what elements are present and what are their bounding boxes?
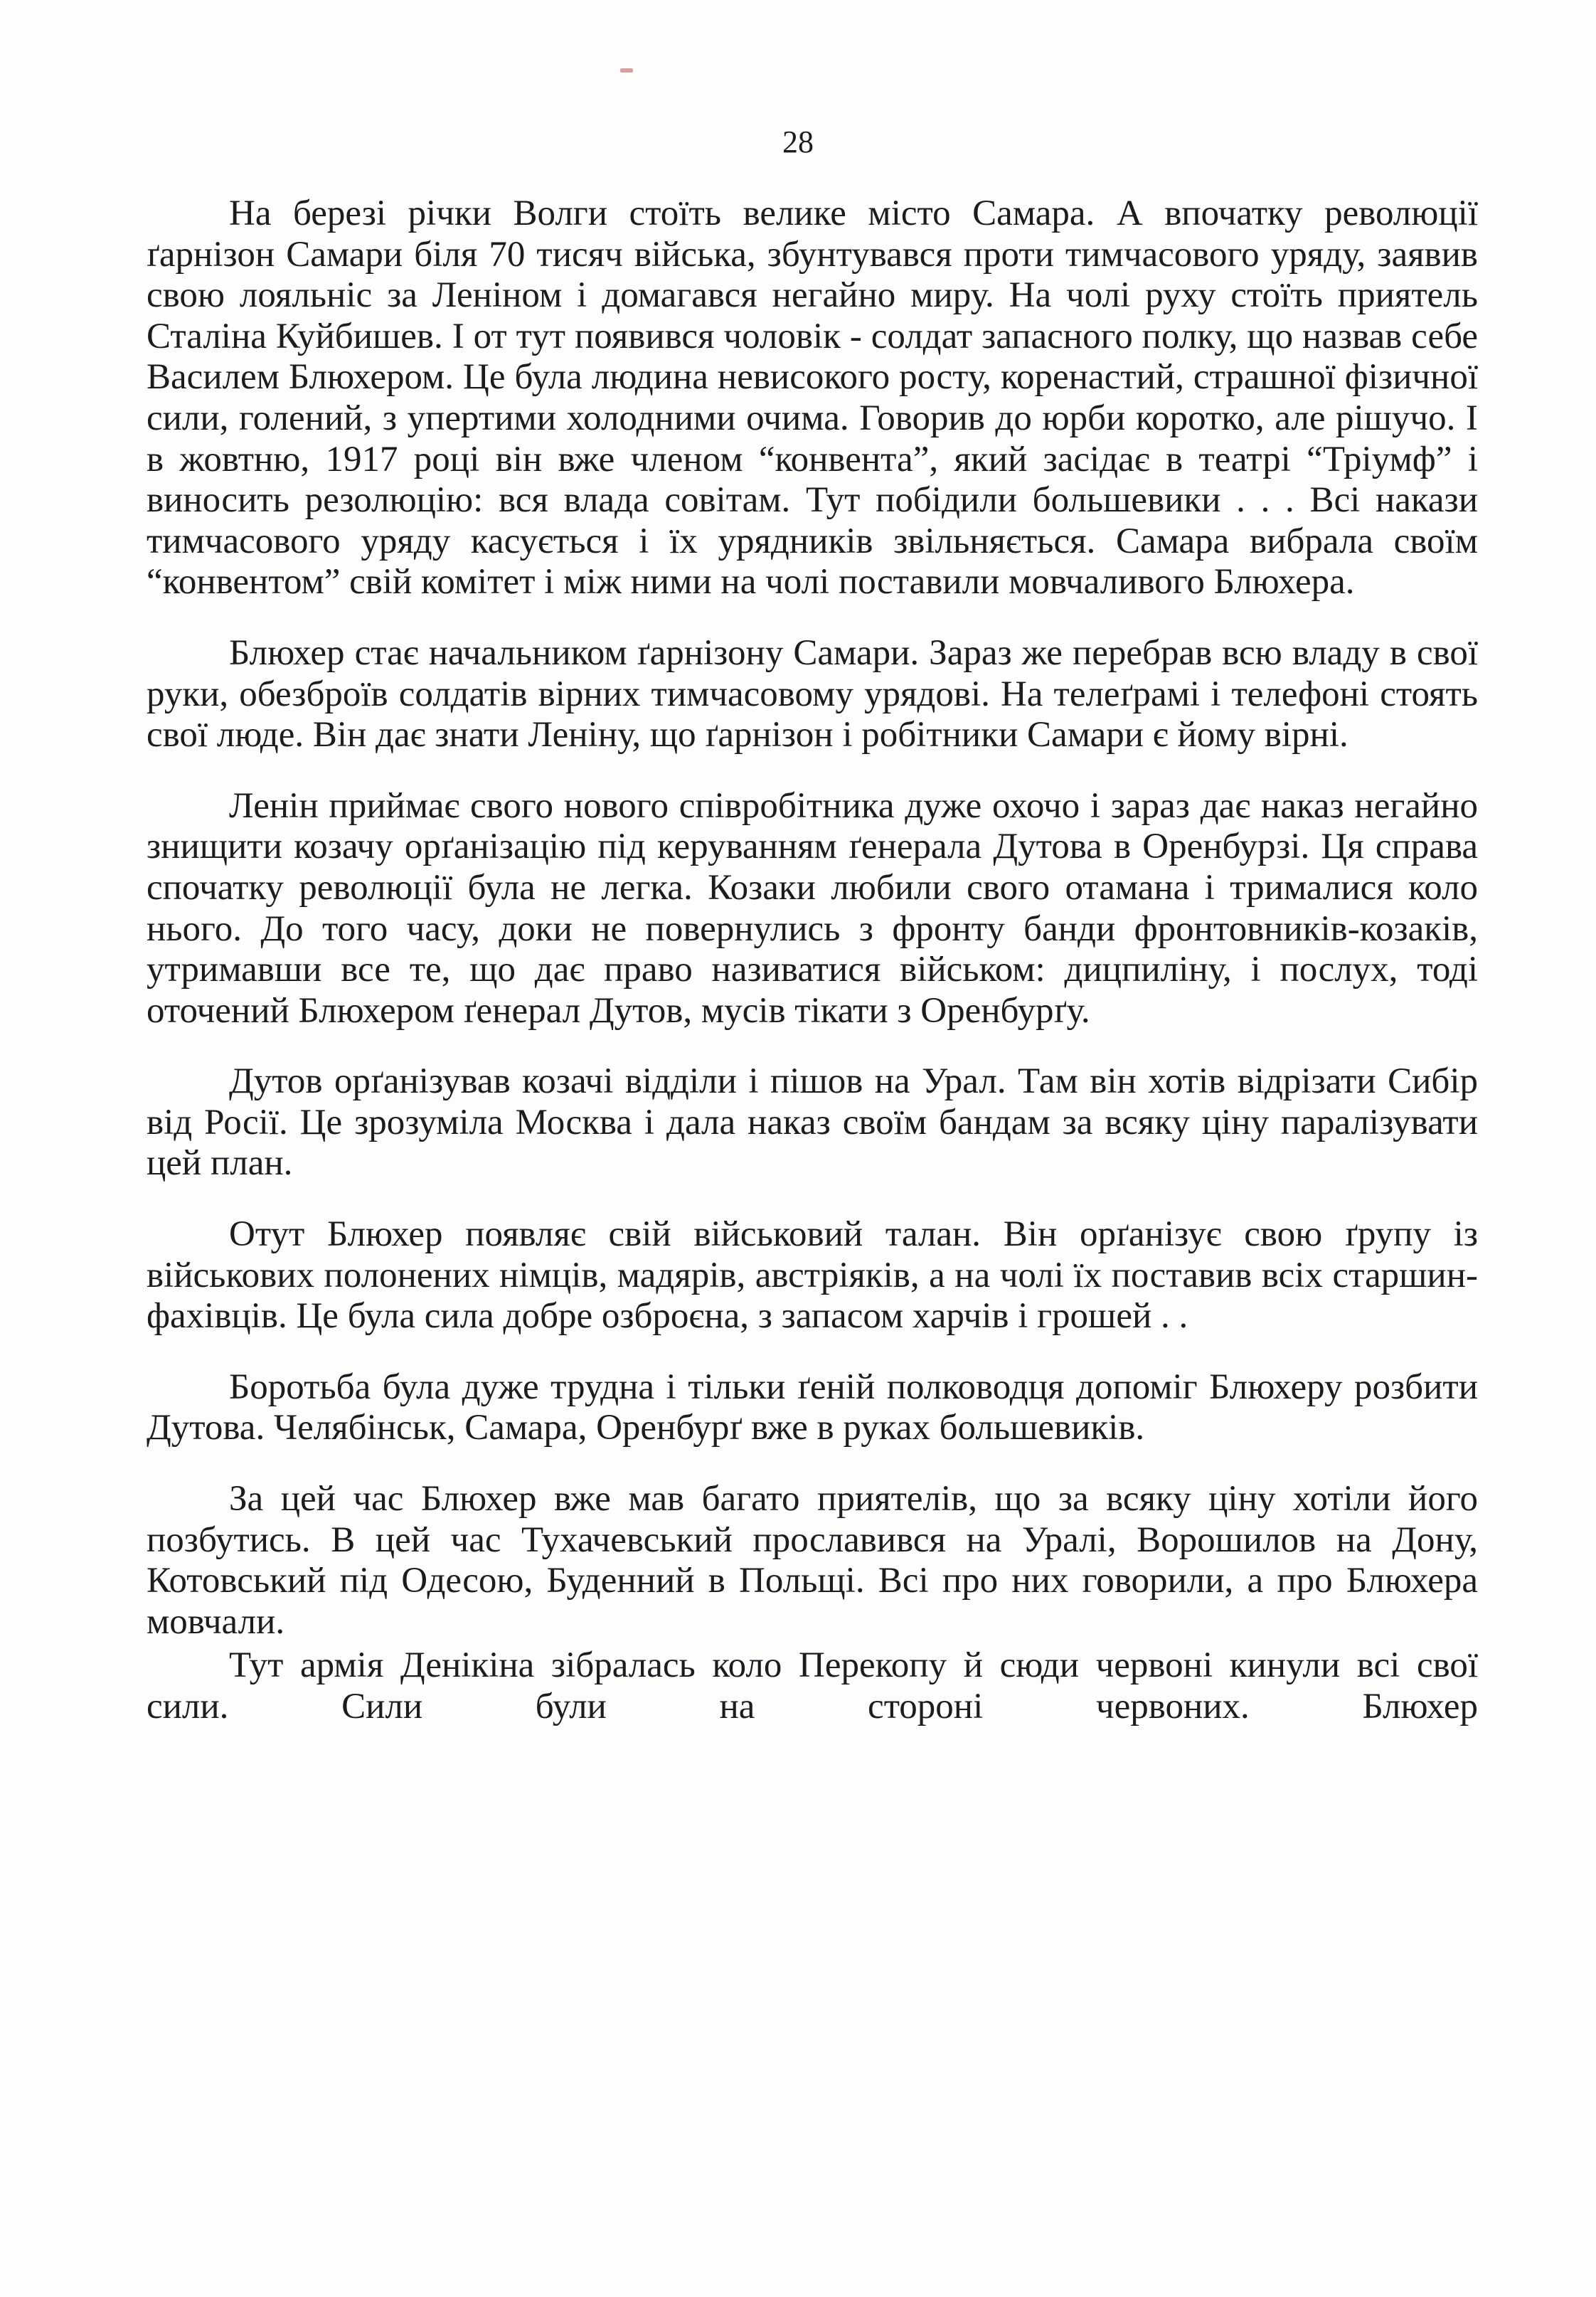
- paragraph-garrison: Блюхер стає начальником ґарнізону Самари. Зараз же перебрав всю владу в свої руки, обезброїв солдатів вірних тимчасовому урядові. На телеґрамі і телефоні стоять свої люде. Він дає знати Леніну, що ґарнізон і робітники Самари є йому вірні.: [147, 632, 1478, 755]
- body-text: [147, 193, 1478, 1728]
- paragraph-struggle: Боротьба була дуже трудна і тільки ґеній полководця допоміг Блюхеру розбити Дутова. Челябінськ, Самара, Оренбурґ вже в руках большевиків.: [147, 1367, 1478, 1448]
- page-number: 28: [782, 124, 814, 159]
- paragraph-military-talent: Отут Блюхер появляє свій військовий талан. Він орґанізує свою ґрупу із військових полонених німців, мадярів, австріяків, а на чолі їх поставив всіх старшин-фахівців. Це була сила добре озброєна, з запасом харчів і грошей . .: [147, 1214, 1478, 1337]
- paragraph-rivals: За цей час Блюхер вже мав багато приятелів, що за всяку ціну хотіли його позбутись. В цей час Тухачевський прославився на Уралі, Ворошилов на Дону, Котовський під Одесою, Буденний в Польщі. Всі про них говорили, а про Блюхера мовчали.: [147, 1479, 1478, 1642]
- paragraph-samara: На березі річки Волги стоїть велике місто Самара. А впочатку революції ґарнізон Самари біля 70 тисяч війська, збунтувався проти тимчасового уряду, заявив свою лояльніс за Леніном і домагався негайно миру. На чолі руху стоїть приятель Сталіна Куйбишев. І от тут появився чоловік - солдат запасного полку, що назвав себе Василем Блюхером. Це була людина невисокого росту, коренастий, страшної фізичної сили, голений, з упертими холодними очима. Говорив до юрби коротко, але рішучо. І в жовтню, 1917 році він вже членом “конвента”, який засідає в театрі “Тріумф” і виносить резолюцію: вся влада совітам. Тут побідили большевики . . . Всі накази тимчасового уряду касується і їх урядників звільняється. Самара вибрала своїм “конвентом” свій комітет і між ними на чолі поставили мовчаливого Блюхера.: [147, 193, 1478, 603]
- paragraph-denikin: Тут армія Денікіна зібралась коло Перекопу й сюди червоні кинули всі свої сили. Сили були на стороні червоних. Блюхер: [147, 1645, 1478, 1726]
- paragraph-dutov-ural: Дутов орґанізував козачі відділи і пішов на Урал. Там він хотів відрізати Сибір від Росії. Це зрозуміла Москва і дала наказ своїм бандам за всяку ціну паралізувати цей план.: [147, 1061, 1478, 1184]
- ink-mark: [620, 68, 633, 73]
- paragraph-lenin-order: Ленін приймає свого нового співробітника дуже охочо і зараз дає наказ негайно знищити козачу орґанізацію під керуванням ґенерала Дутова в Оренбурзі. Ця справа спочатку революції була не легка. Козаки любили свого отамана і трималися коло нього. До того часу, доки не повернулись з фронту банди фронтовників-козаків, утримавши все те, що дає право називатися військом: дицпиліну, і послух, тоді оточений Блюхером ґенерал Дутов, мусів тікати з Оренбурґу.: [147, 785, 1478, 1031]
